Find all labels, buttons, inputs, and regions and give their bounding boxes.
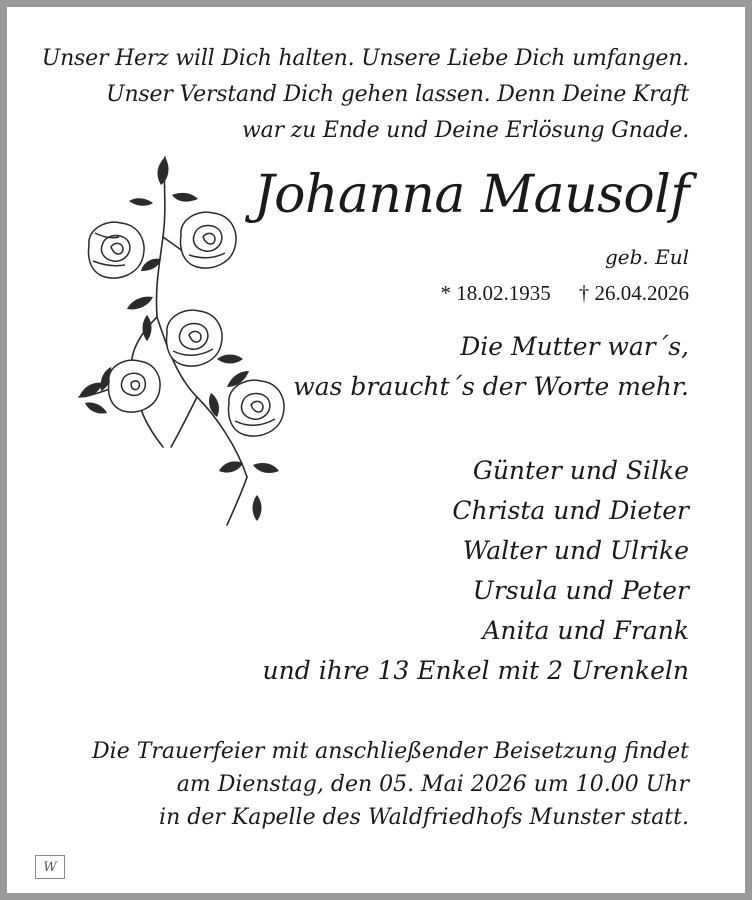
rose-branch-icon [67, 147, 307, 537]
maiden-name: geb. Eul [604, 245, 689, 269]
poem [42, 41, 689, 149]
mourner-line: Walter und Ulrike [462, 536, 689, 565]
mourners-list [263, 451, 689, 691]
quote-line: Die Mutter war´s, [460, 332, 689, 361]
service-line: in der Kapelle des Waldfriedhofs Munster statt. [159, 805, 689, 830]
mourner-line: Anita und Frank [482, 616, 689, 645]
deceased-name: Johanna Mausolf [253, 165, 689, 225]
publisher-logo-icon: W [35, 855, 65, 879]
service-line: Die Trauerfeier mit anschließender Beisetzung findet [92, 739, 689, 764]
poem-line: war zu Ende und Deine Erlösung Gnade. [242, 118, 689, 143]
death-date: † 26.04.2026 [578, 281, 689, 305]
poem-line: Unser Herz will Dich halten. Unsere Liebe Dich umfangen. [41, 46, 689, 71]
mourner-line: und ihre 13 Enkel mit 2 Urenkeln [262, 656, 689, 685]
mourner-line: Christa und Dieter [452, 496, 689, 525]
birth-date: * 18.02.1935 [440, 281, 551, 305]
quote-line: was braucht´s der Worte mehr. [293, 372, 689, 401]
mourner-line: Ursula und Peter [472, 576, 689, 605]
service-info [92, 735, 689, 834]
service-line: am Dienstag, den 05. Mai 2026 um 10.00 Uhr [176, 772, 689, 797]
poem-line: Unser Verstand Dich gehen lassen. Denn Deine Kraft [106, 82, 689, 107]
life-dates [441, 278, 690, 308]
mourner-line: Günter und Silke [472, 456, 689, 485]
quote [293, 327, 689, 407]
